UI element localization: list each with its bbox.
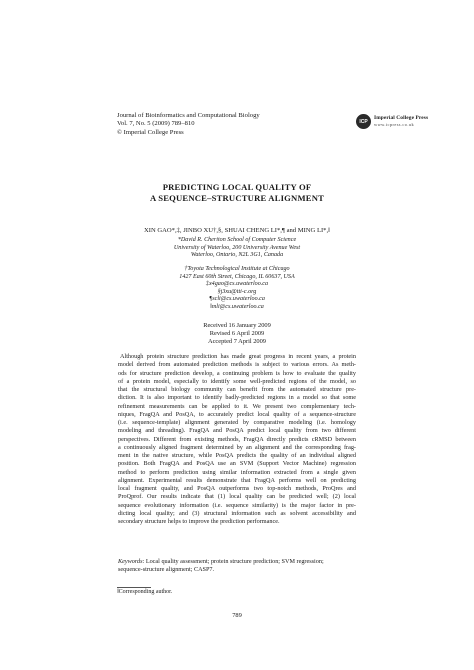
abstract-line: a continuously aligned fragment determined by an alignment and the corresponding frag- xyxy=(118,443,356,451)
abstract-line: modeling and threading). FragQA and PosQA predict local quality from two different xyxy=(118,427,356,435)
abstract-line: sequence evolutionary information (i.e. sequence similarity) is the major factor in pre- xyxy=(118,501,356,509)
keywords xyxy=(118,558,356,575)
abstract-line: Although protein structure prediction has made great progress in recent years, a protein xyxy=(120,353,356,360)
paper-title xyxy=(0,182,474,203)
affiliation-line: †Toyota Technological Institute at Chicago xyxy=(184,266,290,272)
affiliation-toyota xyxy=(0,266,474,312)
journal-volume: Vol. 7, No. 5 (2009) 789–810 xyxy=(117,120,195,128)
abstract-line: of a protein model, especially to identify some well-predicted regions of the model, so xyxy=(118,377,356,385)
abstract-line: position. Both FragQA and PosQA use an SVM (Support Vector Machine) regression xyxy=(118,460,356,468)
affiliation-waterloo xyxy=(0,237,474,260)
abstract-line: model derived from automated prediction methods is subject to various errors. As meth- xyxy=(118,361,356,369)
date-received: Received 16 January 2009 xyxy=(203,322,271,329)
author-email: ¶scli@cs.uwaterloo.ca xyxy=(209,296,265,303)
abstract-line: dicting local quality; and (3) structural information such as solvent accessibility and xyxy=(118,509,356,517)
author-email: ‡x4gao@cs.uwaterloo.ca xyxy=(205,281,269,288)
abstract-line: niques, FragQA and PosQA, to accurately predict local quality of a sequence-structure xyxy=(118,410,356,418)
journal-copyright: © Imperial College Press xyxy=(117,128,184,136)
affiliation-line: 1427 East 60th Street, Chicago, IL 60637, USA xyxy=(179,273,295,280)
abstract-line: ods for structure prediction develop, a continuing problem is how to evaluate the quality xyxy=(118,369,356,377)
abstract-line: secondary structure helps to improve the prediction performance. xyxy=(118,518,280,525)
publisher-seal-icon: ICP xyxy=(356,114,371,129)
publisher-url: www.icpress.co.uk xyxy=(374,121,415,127)
date-accepted: Accepted 7 April 2009 xyxy=(207,338,267,346)
abstract-line: alignment. Experimental results demonstrate that FragQA performs well on predicting xyxy=(118,476,356,484)
journal-header xyxy=(117,112,260,137)
abstract-line: ProQprof. Our results indicate that (1) local quality can be predicted well; (2) local xyxy=(118,493,356,501)
author-list: XIN GAO*,‡, JINBO XU†,§, SHUAI CHENG LI*,¶ and MING LI*,‖ xyxy=(144,227,330,234)
footnote: ‖Corresponding author. xyxy=(117,589,173,595)
author-email: ‖mli@cs.uwaterloo.ca xyxy=(210,303,264,310)
abstract xyxy=(118,353,356,526)
submission-dates xyxy=(0,322,474,347)
abstract-line: method to perform prediction using similar information extracted from a single given xyxy=(118,468,356,476)
keywords-continuation: sequence-structure alignment; CASP7. xyxy=(118,566,215,574)
publisher-logo-text xyxy=(374,115,428,127)
affiliation-line: *David R. Cheriton School of Computer Science xyxy=(177,237,297,243)
title-line: A SEQUENCE–STRUCTURE ALIGNMENT xyxy=(149,192,325,203)
abstract-line: diction. It is also important to identify badly-predicted regions in a model so that some xyxy=(118,394,356,402)
abstract-line: that the structural biology community can benefit from the automated structure pre- xyxy=(118,386,356,393)
journal-name: Journal of Bioinformatics and Computational Biology xyxy=(117,112,260,119)
abstract-line: ment in the native structure, while PosQA predicts the quality of an individual aligned xyxy=(118,452,356,459)
page-number: 789 xyxy=(232,612,242,619)
date-revised: Revised 6 April 2009 xyxy=(209,330,265,338)
keywords-label: Keywords xyxy=(118,558,143,565)
publisher-logo xyxy=(356,114,428,129)
author-email: §j3xu@tti-c.org xyxy=(217,288,257,295)
abstract-line: local fragment quality, and PosQA outperforms two top-notch methods, ProQres and xyxy=(118,485,356,492)
keywords-line: Keywords: Local quality assessment; protein structure prediction; SVM regression; xyxy=(118,558,324,565)
publisher-name: Imperial College Press xyxy=(374,115,429,122)
abstract-line: refinement measurements can be applied to it. We present two complementary tech- xyxy=(118,402,356,410)
abstract-line: perspectives. Different from existing methods, FragQA directly predicts cRMSD between xyxy=(118,435,356,443)
affiliation-line: University of Waterloo, 200 University Avenue West xyxy=(173,244,301,251)
keywords-text: Local quality assessment; protein structure prediction; SVM regression; xyxy=(145,558,324,565)
footnote-divider xyxy=(117,587,151,588)
abstract-line: (i.e. sequence-template) alignment generated by comparative modeling (i.e. homology xyxy=(118,419,356,426)
title-line: PREDICTING LOCAL QUALITY OF xyxy=(162,182,312,192)
affiliation-line: Waterloo, Ontario, N2L 3G1, Canada xyxy=(190,252,284,259)
